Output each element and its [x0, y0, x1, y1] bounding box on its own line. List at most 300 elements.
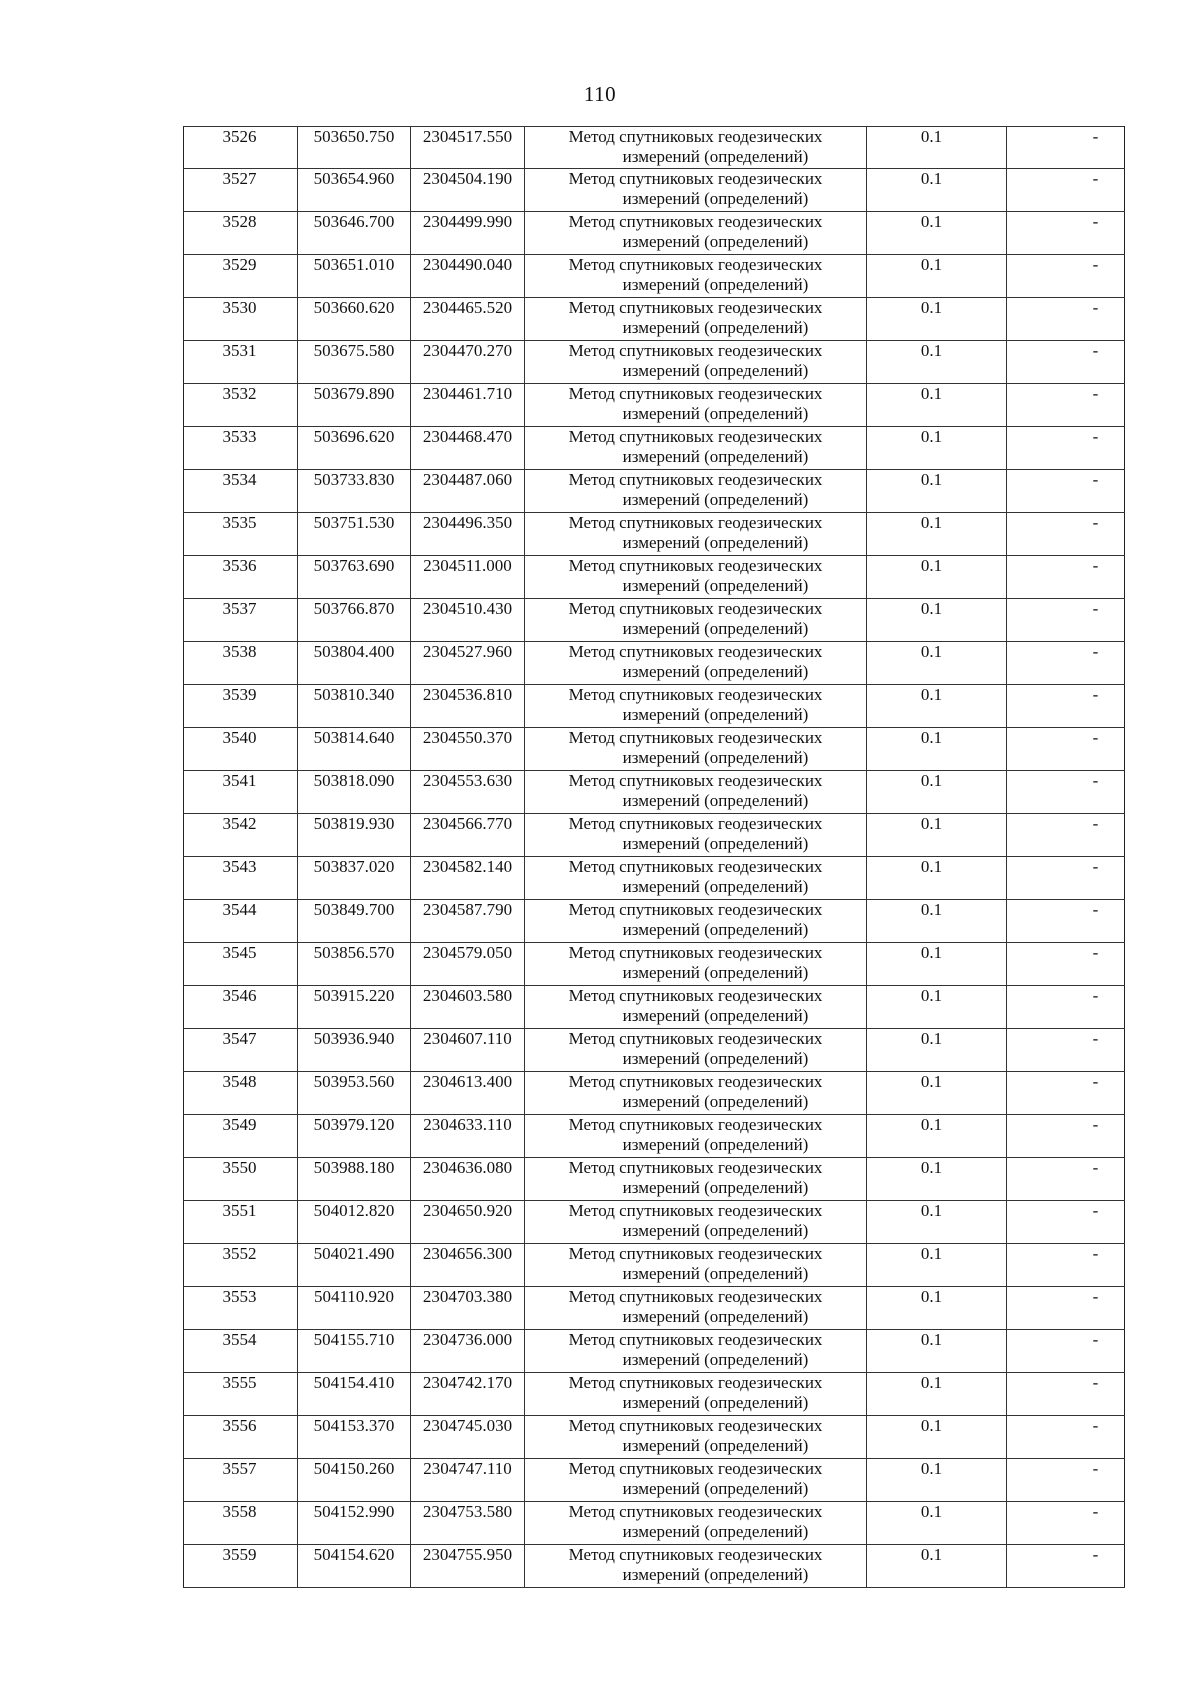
coordinate-x: 503660.620 [313, 298, 395, 317]
precision: 0.1 [920, 943, 943, 962]
coordinate-x: 503837.020 [313, 857, 395, 876]
table-row [184, 599, 1125, 642]
method-line-2: измерений (определений) [622, 662, 809, 681]
coordinate-x-cell [298, 599, 411, 642]
point-number-cell [184, 1115, 298, 1158]
note-cell [1007, 1459, 1125, 1502]
point-number: 3539 [222, 685, 257, 704]
note: - [1092, 384, 1099, 403]
precision-cell [867, 341, 1007, 384]
coordinate-y: 2304470.270 [422, 341, 513, 360]
precision: 0.1 [920, 642, 943, 661]
coordinate-y-cell [411, 986, 525, 1029]
point-number: 3535 [222, 513, 257, 532]
coordinate-y-cell [411, 1287, 525, 1330]
precision: 0.1 [920, 685, 943, 704]
note: - [1092, 127, 1099, 146]
note: - [1092, 814, 1099, 833]
coordinate-x-cell [298, 814, 411, 857]
coordinate-y: 2304550.370 [422, 728, 513, 747]
precision-cell [867, 814, 1007, 857]
coordinate-x: 503818.090 [313, 771, 395, 790]
note-cell [1007, 1330, 1125, 1373]
method-cell [525, 1244, 867, 1287]
point-number: 3547 [222, 1029, 257, 1048]
coordinate-x: 503654.960 [313, 169, 395, 188]
point-number-cell [184, 556, 298, 599]
coordinate-x-cell [298, 1373, 411, 1416]
method-line-2: измерений (определений) [622, 318, 809, 337]
precision: 0.1 [920, 1072, 943, 1091]
method-line-1: Метод спутниковых геодезических [568, 169, 823, 188]
coordinate-x-cell [298, 255, 411, 298]
note: - [1092, 341, 1099, 360]
coordinate-x-cell [298, 298, 411, 341]
note: - [1092, 1029, 1099, 1048]
method-cell [525, 986, 867, 1029]
precision-cell [867, 1373, 1007, 1416]
method-line-2: измерений (определений) [622, 147, 809, 166]
coordinate-y-cell [411, 771, 525, 814]
note-cell [1007, 857, 1125, 900]
precision-cell [867, 169, 1007, 212]
note-cell [1007, 1158, 1125, 1201]
coordinate-y: 2304499.990 [422, 212, 513, 231]
coordinate-x-cell [298, 1545, 411, 1588]
method-line-1: Метод спутниковых геодезических [568, 1545, 823, 1564]
point-number: 3533 [222, 427, 257, 446]
method-cell [525, 728, 867, 771]
coordinate-y: 2304753.580 [422, 1502, 513, 1521]
coordinate-x: 504021.490 [313, 1244, 395, 1263]
precision: 0.1 [920, 470, 943, 489]
point-number: 3558 [222, 1502, 257, 1521]
coordinate-y-cell [411, 1545, 525, 1588]
method-line-1: Метод спутниковых геодезических [568, 1244, 823, 1263]
note-cell [1007, 599, 1125, 642]
point-number: 3531 [222, 341, 257, 360]
note: - [1092, 1072, 1099, 1091]
coordinate-x: 503751.530 [313, 513, 395, 532]
table-row [184, 1072, 1125, 1115]
note-cell [1007, 728, 1125, 771]
precision-cell [867, 1502, 1007, 1545]
table-row [184, 127, 1125, 169]
point-number: 3556 [222, 1416, 257, 1435]
method-line-1: Метод спутниковых геодезических [568, 427, 823, 446]
point-number-cell [184, 1158, 298, 1201]
method-line-2: измерений (определений) [622, 490, 809, 509]
coordinate-x-cell [298, 513, 411, 556]
method-line-2: измерений (определений) [622, 705, 809, 724]
method-line-2: измерений (определений) [622, 920, 809, 939]
method-line-1: Метод спутниковых геодезических [568, 255, 823, 274]
point-number-cell [184, 943, 298, 986]
method-line-1: Метод спутниковых геодезических [568, 814, 823, 833]
method-cell [525, 642, 867, 685]
point-number: 3536 [222, 556, 257, 575]
table-row [184, 728, 1125, 771]
precision: 0.1 [920, 169, 943, 188]
table-row [184, 169, 1125, 212]
method-cell [525, 513, 867, 556]
method-line-1: Метод спутниковых геодезических [568, 728, 823, 747]
method-cell [525, 384, 867, 427]
precision: 0.1 [920, 1545, 943, 1564]
coordinate-x-cell [298, 1502, 411, 1545]
precision-cell [867, 728, 1007, 771]
method-line-1: Метод спутниковых геодезических [568, 771, 823, 790]
coordinate-x: 503763.690 [313, 556, 395, 575]
note: - [1092, 1459, 1099, 1478]
precision-cell [867, 1029, 1007, 1072]
coordinate-y: 2304745.030 [422, 1416, 513, 1435]
point-number: 3550 [222, 1158, 257, 1177]
coordinate-y-cell [411, 1201, 525, 1244]
method-cell [525, 1373, 867, 1416]
point-number: 3546 [222, 986, 257, 1005]
coordinate-x: 503804.400 [313, 642, 395, 661]
point-number: 3544 [222, 900, 257, 919]
method-line-2: измерений (определений) [622, 275, 809, 294]
note: - [1092, 771, 1099, 790]
coordinate-y: 2304747.110 [423, 1459, 512, 1478]
note-cell [1007, 298, 1125, 341]
point-number-cell [184, 900, 298, 943]
precision: 0.1 [920, 814, 943, 833]
point-number: 3549 [222, 1115, 257, 1134]
coordinate-y-cell [411, 1115, 525, 1158]
coordinate-x: 503988.180 [313, 1158, 395, 1177]
point-number-cell [184, 127, 298, 169]
point-number: 3554 [222, 1330, 257, 1349]
point-number-cell [184, 427, 298, 470]
method-line-1: Метод спутниковых геодезических [568, 1115, 823, 1134]
coordinate-y: 2304504.190 [422, 169, 513, 188]
method-line-2: измерений (определений) [622, 963, 809, 982]
coordinate-x: 504154.620 [313, 1545, 395, 1564]
coordinate-x: 503810.340 [313, 685, 395, 704]
note-cell [1007, 1502, 1125, 1545]
table-row [184, 1029, 1125, 1072]
point-number: 3530 [222, 298, 257, 317]
point-number: 3541 [222, 771, 257, 790]
precision: 0.1 [920, 728, 943, 747]
precision-cell [867, 384, 1007, 427]
point-number-cell [184, 341, 298, 384]
coordinate-x: 503915.220 [313, 986, 395, 1005]
precision: 0.1 [920, 599, 943, 618]
precision: 0.1 [920, 1459, 943, 1478]
note-cell [1007, 255, 1125, 298]
method-line-1: Метод спутниковых геодезических [568, 556, 823, 575]
coordinate-x: 503936.940 [313, 1029, 395, 1048]
coordinate-y-cell [411, 1373, 525, 1416]
coordinate-y: 2304496.350 [422, 513, 513, 532]
method-line-1: Метод спутниковых геодезических [568, 298, 823, 317]
note-cell [1007, 212, 1125, 255]
method-line-2: измерений (определений) [622, 1178, 809, 1197]
method-cell [525, 1072, 867, 1115]
note: - [1092, 685, 1099, 704]
precision-cell [867, 1416, 1007, 1459]
note-cell [1007, 1029, 1125, 1072]
coordinate-x-cell [298, 857, 411, 900]
point-number-cell [184, 1244, 298, 1287]
coordinate-x: 504152.990 [313, 1502, 395, 1521]
method-line-1: Метод спутниковых геодезических [568, 1459, 823, 1478]
coordinate-y: 2304536.810 [422, 685, 513, 704]
method-line-2: измерений (определений) [622, 1049, 809, 1068]
method-line-1: Метод спутниковых геодезических [568, 1029, 823, 1048]
coordinate-x-cell [298, 1244, 411, 1287]
method-line-2: измерений (определений) [622, 1006, 809, 1025]
coordinate-y-cell [411, 255, 525, 298]
coordinate-x: 504150.260 [313, 1459, 395, 1478]
table-row [184, 1115, 1125, 1158]
note: - [1092, 1201, 1099, 1220]
method-cell [525, 1158, 867, 1201]
method-line-2: измерений (определений) [622, 1436, 809, 1455]
table-row [184, 1158, 1125, 1201]
coordinate-y-cell [411, 685, 525, 728]
method-cell [525, 1201, 867, 1244]
coordinate-y-cell [411, 384, 525, 427]
coordinate-x-cell [298, 1330, 411, 1373]
coordinate-y: 2304566.770 [422, 814, 513, 833]
method-line-2: измерений (определений) [622, 189, 809, 208]
coordinate-x-cell [298, 127, 411, 169]
note: - [1092, 642, 1099, 661]
point-number: 3537 [222, 599, 257, 618]
note-cell [1007, 1373, 1125, 1416]
note: - [1092, 943, 1099, 962]
method-line-1: Метод спутниковых геодезических [568, 212, 823, 231]
coordinate-x: 503856.570 [313, 943, 395, 962]
precision: 0.1 [920, 556, 943, 575]
precision-cell [867, 255, 1007, 298]
note-cell [1007, 900, 1125, 943]
note: - [1092, 1545, 1099, 1564]
coordinate-y-cell [411, 470, 525, 513]
method-cell [525, 1029, 867, 1072]
note: - [1092, 298, 1099, 317]
note: - [1092, 1416, 1099, 1435]
coordinate-x-cell [298, 1416, 411, 1459]
note-cell [1007, 1545, 1125, 1588]
coordinate-y: 2304468.470 [422, 427, 513, 446]
note-cell [1007, 771, 1125, 814]
method-line-2: измерений (определений) [622, 834, 809, 853]
note-cell [1007, 513, 1125, 556]
point-number-cell [184, 255, 298, 298]
precision-cell [867, 771, 1007, 814]
note: - [1092, 728, 1099, 747]
coordinate-y: 2304703.380 [422, 1287, 513, 1306]
coordinate-x-cell [298, 1459, 411, 1502]
precision: 0.1 [920, 986, 943, 1005]
point-number-cell [184, 1502, 298, 1545]
coordinate-y: 2304527.960 [422, 642, 513, 661]
table-row [184, 642, 1125, 685]
table-row [184, 1459, 1125, 1502]
note: - [1092, 1244, 1099, 1263]
method-cell [525, 1502, 867, 1545]
page-number: 110 [583, 82, 617, 106]
point-number: 3548 [222, 1072, 257, 1091]
method-cell [525, 1287, 867, 1330]
note-cell [1007, 1416, 1125, 1459]
precision-cell [867, 1459, 1007, 1502]
table-row [184, 470, 1125, 513]
coordinate-y-cell [411, 642, 525, 685]
coordinate-x-cell [298, 1158, 411, 1201]
precision-cell [867, 1072, 1007, 1115]
point-number: 3534 [222, 470, 257, 489]
method-cell [525, 1545, 867, 1588]
point-number: 3542 [222, 814, 257, 833]
coordinate-x-cell [298, 212, 411, 255]
coordinate-x: 503733.830 [313, 470, 395, 489]
table-row [184, 341, 1125, 384]
precision-cell [867, 986, 1007, 1029]
method-cell [525, 857, 867, 900]
point-number-cell [184, 1201, 298, 1244]
point-number-cell [184, 771, 298, 814]
note: - [1092, 599, 1099, 618]
coordinate-y: 2304579.050 [422, 943, 513, 962]
point-number-cell [184, 986, 298, 1029]
coordinate-y: 2304742.170 [422, 1373, 513, 1392]
point-number-cell [184, 384, 298, 427]
coordinate-x-cell [298, 1287, 411, 1330]
table-row [184, 556, 1125, 599]
note: - [1092, 1330, 1099, 1349]
point-number-cell [184, 470, 298, 513]
note: - [1092, 169, 1099, 188]
precision: 0.1 [920, 1502, 943, 1521]
coordinate-y: 2304736.000 [422, 1330, 513, 1349]
point-number-cell [184, 1287, 298, 1330]
precision: 0.1 [920, 1287, 943, 1306]
method-line-2: измерений (определений) [622, 1135, 809, 1154]
coordinate-y-cell [411, 1244, 525, 1287]
point-number-cell [184, 814, 298, 857]
method-line-2: измерений (определений) [622, 791, 809, 810]
method-line-2: измерений (определений) [622, 1565, 809, 1584]
point-number: 3526 [222, 127, 257, 146]
note-cell [1007, 384, 1125, 427]
point-number-cell [184, 1072, 298, 1115]
coordinate-x: 503819.930 [313, 814, 395, 833]
table-row [184, 212, 1125, 255]
method-cell [525, 771, 867, 814]
coordinate-y: 2304650.920 [422, 1201, 513, 1220]
coordinate-y-cell [411, 1072, 525, 1115]
method-line-1: Метод спутниковых геодезических [568, 1072, 823, 1091]
note: - [1092, 1502, 1099, 1521]
table-row [184, 1201, 1125, 1244]
coordinate-y-cell [411, 556, 525, 599]
table-row [184, 685, 1125, 728]
method-cell [525, 1115, 867, 1158]
point-number-cell [184, 728, 298, 771]
method-cell [525, 943, 867, 986]
method-line-2: измерений (определений) [622, 361, 809, 380]
point-number: 3540 [222, 728, 257, 747]
method-line-2: измерений (определений) [622, 1092, 809, 1111]
precision: 0.1 [920, 1115, 943, 1134]
coordinate-x: 503979.120 [313, 1115, 395, 1134]
coordinate-y: 2304603.580 [422, 986, 513, 1005]
note-cell [1007, 1115, 1125, 1158]
precision: 0.1 [920, 427, 943, 446]
point-number: 3538 [222, 642, 257, 661]
precision-cell [867, 900, 1007, 943]
method-line-2: измерений (определений) [622, 1307, 809, 1326]
coordinate-y: 2304553.630 [422, 771, 513, 790]
method-line-2: измерений (определений) [622, 576, 809, 595]
point-number: 3527 [222, 169, 257, 188]
note-cell [1007, 556, 1125, 599]
precision: 0.1 [920, 857, 943, 876]
coordinate-y-cell [411, 1158, 525, 1201]
coordinate-y-cell [411, 298, 525, 341]
note: - [1092, 470, 1099, 489]
table-row [184, 298, 1125, 341]
precision-cell [867, 556, 1007, 599]
precision: 0.1 [920, 1158, 943, 1177]
note: - [1092, 986, 1099, 1005]
precision-cell [867, 1201, 1007, 1244]
table-row [184, 986, 1125, 1029]
coordinate-y-cell [411, 513, 525, 556]
table-row [184, 771, 1125, 814]
precision: 0.1 [920, 1416, 943, 1435]
precision: 0.1 [920, 1201, 943, 1220]
point-number: 3551 [222, 1201, 257, 1220]
table-row [184, 814, 1125, 857]
method-line-2: измерений (определений) [622, 877, 809, 896]
point-number-cell [184, 1416, 298, 1459]
method-line-2: измерений (определений) [622, 533, 809, 552]
point-number-cell [184, 1459, 298, 1502]
coordinate-y: 2304587.790 [422, 900, 513, 919]
coordinate-y-cell [411, 599, 525, 642]
precision: 0.1 [920, 384, 943, 403]
precision-cell [867, 470, 1007, 513]
coordinate-x: 503814.640 [313, 728, 395, 747]
note-cell [1007, 341, 1125, 384]
point-number-cell [184, 1029, 298, 1072]
point-number-cell [184, 1545, 298, 1588]
note: - [1092, 427, 1099, 446]
method-line-1: Метод спутниковых геодезических [568, 642, 823, 661]
coordinate-x-cell [298, 1029, 411, 1072]
method-line-1: Метод спутниковых геодезических [568, 1416, 823, 1435]
table-row [184, 513, 1125, 556]
precision: 0.1 [920, 513, 943, 532]
table-row [184, 1545, 1125, 1588]
coordinate-y: 2304656.300 [422, 1244, 513, 1263]
note-cell [1007, 685, 1125, 728]
precision: 0.1 [920, 771, 943, 790]
coordinate-y-cell [411, 212, 525, 255]
point-number: 3545 [222, 943, 257, 962]
coordinate-x-cell [298, 341, 411, 384]
coordinate-x-cell [298, 1115, 411, 1158]
point-number: 3543 [222, 857, 257, 876]
